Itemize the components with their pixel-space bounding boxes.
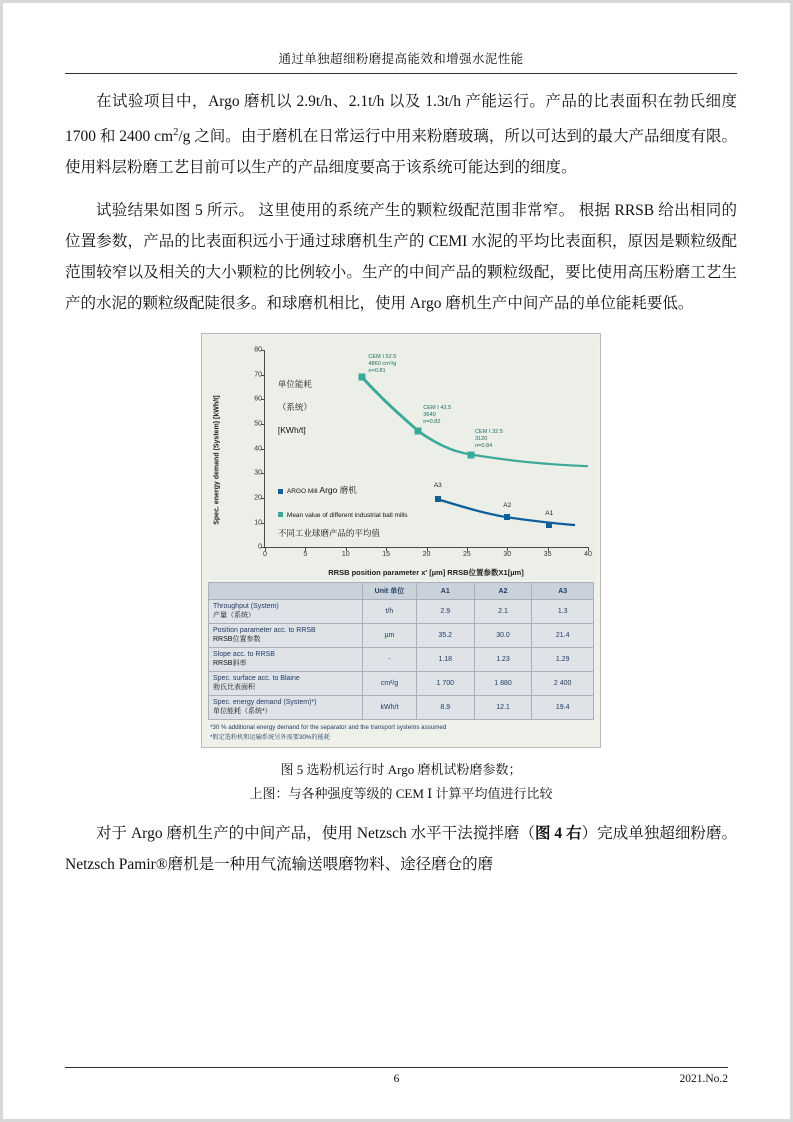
table-row — [209, 696, 594, 720]
annotation-cem-52-5: CEM I 52.5 4860 cm²/g n=0.81 — [368, 354, 397, 375]
table-footnote-en: *30 % additional energy demand for the separator and the transport systems assumed — [210, 724, 447, 732]
cell-a1: 8.9 — [416, 696, 474, 720]
col-header-unit: Unit 单位 — [363, 583, 417, 600]
figure-caption — [65, 758, 737, 806]
cell-a1: 1.18 — [416, 648, 474, 672]
annotation-cem-32-5: CEM I 32.5 3120 n=0.84 — [474, 428, 503, 449]
col-header-a2: A2 — [474, 583, 532, 600]
page-number: 6 — [393, 1073, 400, 1085]
row-label-throughput — [209, 600, 363, 624]
data-point-cem-52-5 — [358, 374, 365, 381]
legend-argo-mill: ARGO Mill Argo 磨机 — [278, 484, 357, 496]
figure-5-body — [201, 333, 601, 748]
cell-a2: 1 880 — [474, 672, 532, 696]
row-label-cn: RRSB斜率 — [213, 660, 247, 668]
table-row — [209, 600, 594, 624]
table-row — [209, 624, 594, 648]
data-point-a3 — [435, 496, 441, 502]
cell-a1: 2.9 — [416, 600, 474, 624]
page-content — [65, 49, 737, 880]
table-footnote-cn: *假定选粉机和运输系统另外需要30%的能耗 — [210, 734, 330, 742]
row-label-slope — [209, 648, 363, 672]
table-row — [209, 672, 594, 696]
row-label-energy-demand — [209, 696, 363, 720]
row-label-position-parameter — [209, 624, 363, 648]
col-header-a1: A1 — [416, 583, 474, 600]
col-header-blank — [209, 583, 363, 600]
cell-a1: 1 700 — [416, 672, 474, 696]
chart-plot-area: 0 10 20 30 40 50 60 70 80 0 5 10 15 20 25 30 35 40 CEM I 52.5 4860 cm²/g n=0.81 CEM I 42.5 3640 n=0.82 CEM I 32.5 3120 n=0.84 A3 A2 A1 单位能耗 （系统） [KWh/t] ARGO Mill Argo 磨机 Mean value of different industrial ball mills 不同工业球磨产品的平均值 — [254, 346, 592, 559]
cell-unit: t/h — [363, 600, 417, 624]
row-label-en: Slope acc. to RRSB — [213, 651, 275, 659]
data-label-a1: A1 — [545, 509, 554, 517]
cell-a2: 12.1 — [474, 696, 532, 720]
cell-a2: 1.23 — [474, 648, 532, 672]
cell-unit: kWh/t — [363, 696, 417, 720]
cell-a3: 1.3 — [532, 600, 594, 624]
row-label-en: Position parameter acc. to RRSB — [213, 627, 316, 635]
data-point-cem-32-5 — [467, 451, 474, 458]
figure-parameter-table — [208, 582, 594, 720]
row-label-cn: 单位能耗（系统*） — [213, 708, 272, 716]
legend-ball-cn: 不同工业球磨产品的平均值 — [277, 528, 380, 539]
chart-y-axis-label: Spec. energy demand (System) [kWh/t] — [213, 395, 221, 525]
cell-unit: cm²/g — [363, 672, 417, 696]
page-footer — [65, 1067, 728, 1085]
row-label-en: Spec. surface acc. to Blaine — [213, 675, 300, 683]
cell-unit: µm — [363, 624, 417, 648]
annotation-energy-cn-3: [KWh/t] — [277, 425, 306, 436]
paragraph-1-text: 在试验项目中，Argo 磨机以 2.9t/h、2.1t/h 以及 1.3t/h 产能运行。产品的比表面积在勃氏细度 1700 和 2400 $cm^2/g$ 之间。由于磨机在日常运行中用来粉磨玻璃，所以可达到的最大产品细度有限。使用料层粉磨工艺目前可以生产的产品细度要高于该系统可能达到的细度。 — [65, 93, 738, 177]
row-label-blaine — [209, 672, 363, 696]
paragraph-3-text: 对于 Argo 磨机生产的中间产品，使用 Netzsch 水平干法搅拌磨（图 4 右）完成单独超细粉磨。Netzsch Pamir®磨机是一种用气流输送喂磨物料、途径磨仓的磨 — [65, 825, 737, 874]
row-label-en: Throughput (System) — [213, 603, 279, 611]
data-point-cem-42-5 — [415, 428, 422, 435]
table-header-row — [209, 583, 594, 600]
cell-a2: 2.1 — [474, 600, 532, 624]
running-header: 通过单独超细粉磨提高能效和增强水泥性能 — [65, 49, 737, 74]
row-label-cn: 产量（系统） — [213, 612, 255, 620]
cell-a2: 30.0 — [474, 624, 532, 648]
chart-x-axis-label: RRSB position parameter x' [µm] RRSB位置参数X1[µm] — [328, 568, 524, 578]
data-label-a3: A3 — [433, 482, 442, 490]
paragraph-2: 试验结果如图 5 所示。 这里使用的系统产生的颗粒级配范围非常窄。 根据 RRSB 给出相同的位置参数，产品的比表面积远小于通过球磨机生产的 CEMI 水泥的平均比表面积，原因是颗粒级配范围较窄以及相关的大小颗粒的比例较小。生产的中间产品的颗粒级配，要比使用高压粉磨工艺生产的水泥的颗粒级配陡很多。和球磨机相比，使用 Argo 磨机生产中间产品的单位能耗要低。 — [65, 202, 737, 313]
annotation-cem-42-5: CEM I 42.5 3640 n=0.82 — [423, 405, 452, 426]
figure-5 — [65, 333, 737, 748]
figure-caption-line2: 上图：与各种强度等级的 CEM Ⅰ 计算平均值进行比较 — [249, 786, 553, 802]
data-point-a1 — [546, 522, 552, 528]
data-label-a2: A2 — [503, 501, 512, 509]
cell-a3: 19.4 — [532, 696, 594, 720]
table-row — [209, 648, 594, 672]
row-label-cn: RRSB位置参数 — [213, 636, 261, 644]
cell-a1: 35.2 — [416, 624, 474, 648]
legend-ball-mills: Mean value of different industrial ball mills — [278, 512, 408, 519]
row-label-cn: 勃氏比表面积 — [213, 684, 255, 692]
paragraph-1 — [65, 86, 737, 183]
cell-a3: 2 400 — [532, 672, 594, 696]
chart-energy-vs-rrsb — [208, 340, 596, 580]
col-header-a3: A3 — [532, 583, 594, 600]
cell-a3: 1.29 — [532, 648, 594, 672]
cell-a3: 21.4 — [532, 624, 594, 648]
cell-unit: - — [363, 648, 417, 672]
issue-label: 2021.No.2 — [679, 1073, 728, 1085]
legend-argo-cn: Argo 磨机 — [319, 485, 357, 496]
row-label-en: Spec. energy demand (System)*) — [213, 699, 317, 707]
annotation-energy-cn-1: 单位能耗 — [277, 378, 312, 389]
annotation-energy-cn-2: （系统） — [277, 402, 312, 413]
legend-swatch-argo — [278, 489, 283, 494]
paragraph-3 — [65, 818, 737, 880]
data-point-a2 — [504, 514, 510, 520]
table-footnote — [208, 720, 594, 743]
figure-caption-line1: 图 5 选粉机运行时 Argo 磨机试粉磨参数； — [280, 762, 522, 778]
legend-swatch-ball — [278, 512, 283, 517]
